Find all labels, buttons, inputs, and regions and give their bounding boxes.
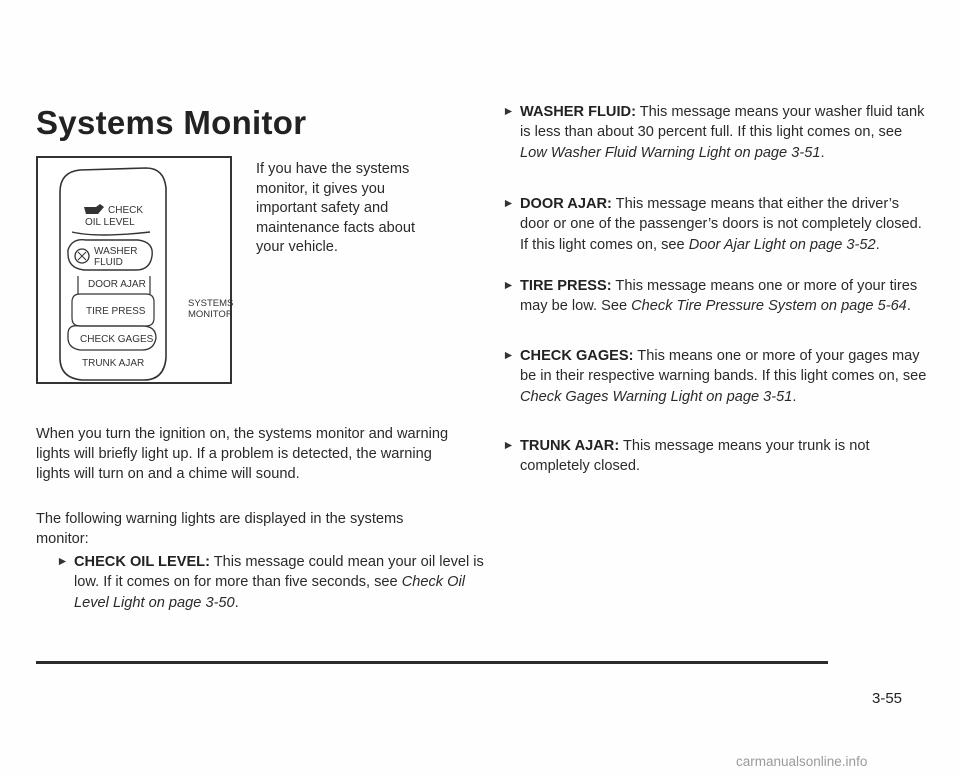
- bullet-icon: [504, 281, 513, 290]
- item-tire-press: TIRE PRESS: This message means one or more of your tires may be low. See Check Tire Pressure System on page 5-64.: [520, 276, 930, 317]
- label-door-ajar: DOOR AJAR: [88, 279, 146, 290]
- bullet-icon: [504, 351, 513, 360]
- item-check-gages: CHECK GAGES: This means one or more of your gages may be in their respective warning bands. If this light comes on, see Check Gages Warning Light on page 3-51.: [520, 346, 930, 407]
- item-check-oil-level: CHECK OIL LEVEL: This message could mean your oil level is low. If it comes on for more than five seconds, see Check Oil Level Light on page 3-50.: [74, 552, 484, 613]
- page-title: Systems Monitor: [36, 104, 307, 141]
- label-monitor: MONITOR: [188, 309, 233, 320]
- label-check: CHECK: [108, 205, 144, 216]
- warning-lights-intro: The following warning lights are displayed in the systems monitor:: [36, 511, 404, 547]
- watermark: carmanualsonline.info: [736, 754, 868, 769]
- oil-can-icon: [84, 204, 104, 214]
- label-systems: SYSTEMS: [188, 298, 234, 309]
- label-oil-level: OIL LEVEL: [85, 217, 135, 228]
- page-number: 3-55: [872, 690, 903, 707]
- bullet-icon: [504, 199, 513, 208]
- item-trunk-ajar: TRUNK AJAR: This message means your trunk is not completely closed.: [520, 436, 930, 477]
- label-trunk-ajar: TRUNK AJAR: [82, 358, 145, 369]
- bullet-icon: [504, 107, 513, 116]
- label-fluid: FLUID: [94, 257, 123, 268]
- label-washer: WASHER: [94, 246, 138, 257]
- label-check-gages: CHECK GAGES: [80, 334, 154, 345]
- label-tire-press: TIRE PRESS: [86, 306, 146, 317]
- ignition-paragraph: When you turn the ignition on, the systems monitor and warning lights will briefly light up. If a problem is detected, the warning lights will turn on and a chime will sound.: [36, 426, 449, 482]
- bullet-icon: [58, 557, 67, 566]
- item-door-ajar: DOOR AJAR: This message means that either the driver’s door or one of the passenger’s doors is not completely closed. If this light comes on, see Door Ajar Light on page 3-52.: [520, 194, 930, 255]
- footer-rule: [36, 661, 828, 664]
- bullet-icon: [504, 441, 513, 450]
- systems-monitor-illustration: [36, 156, 232, 384]
- systems-monitor-panel-drawing: [38, 158, 234, 386]
- item-washer-fluid: WASHER FLUID: This message means your washer fluid tank is less than about 30 percent full. If this light comes on, see Low Washer Fluid Warning Light on page 3-51.: [520, 102, 930, 163]
- intro-paragraph: If you have the systems monitor, it gives you important safety and maintenance facts about your vehicle.: [256, 161, 416, 255]
